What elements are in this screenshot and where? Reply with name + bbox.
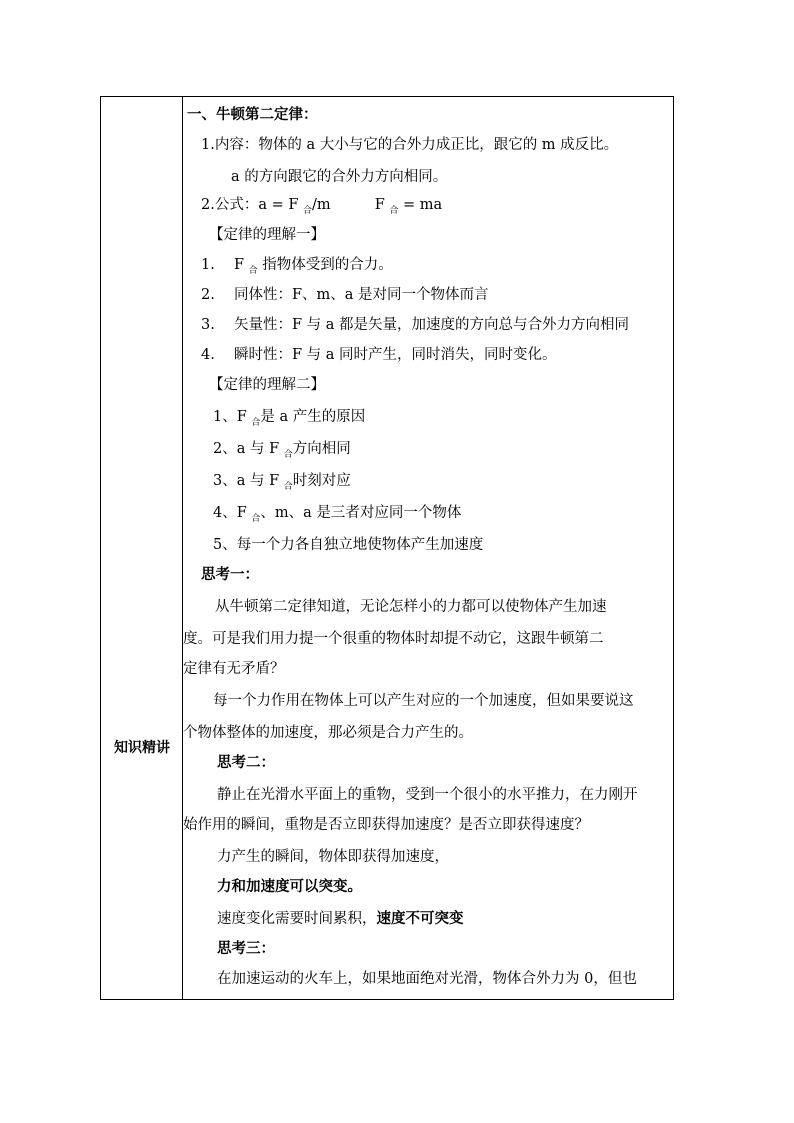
understanding-one-item: 2. 同体性：F、m、a 是对同一个物体而言 [201, 287, 489, 303]
understanding-two-item: 3、a 与 F $_合$时刻对应 [213, 473, 351, 492]
understanding-two-item: 1、F $_合$是 a 产生的原因 [213, 409, 366, 428]
understanding-two-item: 2、a 与 F $_合$方向相同 [213, 441, 351, 460]
understanding-one-item: 3. 矢量性：F 与 a 都是矢量，加速度的方向总与合外力方向相同 [201, 317, 629, 333]
paragraph-line: 力产生的瞬间，物体即获得加速度， [217, 849, 449, 865]
understanding-one-item: 4. 瞬时性：F 与 a 同时产生，同时消失，同时变化。 [201, 347, 557, 363]
paragraph-line: 度。可是我们用力提一个很重的物体时却提不动它，这跟牛顿第二 [183, 631, 604, 647]
section-label: 知识精讲 [114, 740, 170, 756]
heading: 一、牛顿第二定律： [187, 106, 318, 123]
understanding-two-item: 5、每一个力各自独立地使物体产生加速度 [213, 537, 484, 553]
law-content-line: 1.内容：物体的 a 大小与它的合外力成正比，跟它的 m 成反比。 [201, 137, 619, 153]
understanding-one-title: 【定律的理解一】 [209, 227, 325, 243]
paragraph-line: 每一个力作用在物体上可以产生对应的一个加速度，但如果要说这 [213, 693, 634, 709]
label-column [101, 97, 183, 999]
paragraph-line: 力和加速度可以突变。 [217, 878, 362, 895]
content-cell [183, 97, 673, 999]
think-one-title: 思考一： [201, 566, 259, 583]
paragraph-line: 个物体整体的加速度，那必须是合力产生的。 [183, 725, 473, 741]
paragraph-line: 始作用的瞬间，重物是否立即获得加速度？是否立即获得速度？ [183, 817, 589, 833]
paragraph-line: 定律有无矛盾？ [183, 661, 285, 677]
formula-line: 2.公式：a = F $_合$/m F $_合$ = ma [201, 197, 443, 216]
content-table [100, 96, 674, 1000]
paragraph-line: 从牛顿第二定律知道，无论怎样小的力都可以使物体产生加速 [215, 599, 607, 615]
paragraph-line: 速度变化需要时间累积，速度不可突变 [217, 910, 464, 927]
think-two-title: 思考二： [217, 754, 275, 771]
understanding-two-item: 4、F $_合$、m、a 是三者对应同一个物体 [213, 505, 462, 524]
paragraph-line: 在加速运动的火车上，如果地面绝对光滑，物体合外力为 0，但也 [217, 971, 637, 987]
paragraph-line: 静止在光滑水平面上的重物，受到一个很小的水平推力，在力刚开 [217, 787, 638, 803]
understanding-one-item: 1. F $_合$ 指物体受到的合力。 [201, 257, 393, 276]
direction-line: a 的方向跟它的合外力方向相同。 [231, 169, 448, 185]
think-three-title: 思考三： [217, 940, 275, 957]
understanding-two-title: 【定律的理解二】 [209, 377, 325, 393]
